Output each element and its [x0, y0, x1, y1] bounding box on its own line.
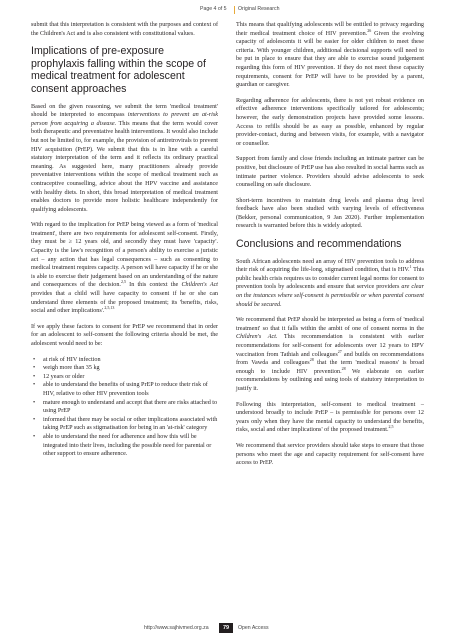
page-number: 79: [219, 623, 233, 633]
list-item: • able to understand the benefits of using PrEP to reduce their risk of HIV, relative to other HIV prevention tools: [43, 381, 218, 398]
list-item: • informed that there may be social or other implications associated with taking PrEP such as stigmatisation for being in an 'at-risk' category: [43, 416, 218, 433]
paragraph: Based on the given reasoning, we submit the term 'medical treatment' should be interpreted to encompass interventions to prevent an at-risk person from acquiring a disease. This means that the term would cover both therapeutic and preventative health interventions. It would also include but not be limited to, for example, the provision of antiretrovirals to prevent HIV acquisition (PrEP). We submit that this is in line with a careful statutory interpretation of the term and it reflects its ordinary practical meaning. As suggested here, many practitioners already provide preventative interventions within the scope of medical treatment such as contraceptive counselling, advice about the HPV vaccine and assistance with healthy diets. In short, this broad interpretation of medical treatment enables doctors to provide more holistic healthcare independently for qualifying adolescents.: [31, 103, 218, 213]
paragraph: With regard to the implication for PrEP being viewed as a form of 'medical treatment', there are two requirements for adolescent self-consent. Firstly, they must be ≥ 12 years old, and secondly they must have 'capacity'. Capacity is the law's recognition of a person's ability to exercise a juristic act – any action that has legal consequences – such as consenting to medical treatment requires capacity. A person will have capacity if he or she is able to exercise their judgement based on an understanding of the nature and consequences of the decision.$^{2,5}$ In this context the Children's Act provides that a child will have capacity to consent if he or she can understand three elements of the proposed treatment; its 'benefits, risks, social and other implications'.$^{2,5,13}$: [31, 222, 218, 315]
paragraph: Regarding adherence for adolescents, there is not yet robust evidence on effective adherence interventions specifically tailored for adolescents; however, the early demonstration projects have provided some lessons. Access to refills should be as easy as possible, enhanced by regular provider-contact, during and between visits, for example, with a navigator or counsellor.: [236, 97, 424, 147]
list-item: • mature enough to understand and accept that there are risks attached to using PrEP: [43, 399, 218, 416]
page-label: Page 4 of 5: [200, 6, 227, 12]
paragraph: Following this interpretation, self-consent to medical treatment – understood broadly to include PrEP – is permissible for persons over 12 years only when they have the mental capacity to understand the benefits, risks, social and other implications' of the proposed treatment.$^{2,5}$: [236, 401, 424, 434]
paragraph: We recommend that service providers should take steps to ensure that those persons who meet the age and capacity requirement for self-consent have access to PrEP.: [236, 442, 424, 467]
criteria-list: [31, 356, 218, 459]
header-divider: [234, 6, 235, 14]
paragraph: Support from family and close friends including an intimate partner can be positive, but disclosure of PrEP use has also resulted in social harms such as intimate partner violence. Providers should advise adolescents to seek counselling on safe disclosure.: [236, 156, 424, 189]
journal-url-link[interactable]: http://www.sajhivmed.org.za: [144, 625, 209, 631]
article-type: Original Research: [238, 6, 280, 12]
right-column: [236, 21, 424, 475]
paragraph: submit that this interpretation is consistent with the purposes and context of the Children's Act and is also consistent with constitutional values.: [31, 22, 218, 37]
list-item: • 12 years or older: [43, 373, 218, 382]
open-access-label: Open Access: [238, 625, 269, 631]
section-heading-conclusions: Conclusions and recommendations: [236, 238, 402, 251]
list-item: • able to understand the need for adherence and how this will be integrated into their lives, including the possible need for parental or other support to ensure adherence.: [43, 433, 218, 459]
left-column: [31, 21, 218, 466]
paragraph: We recommend that PrEP should be interpreted as being a form of 'medical treatment' so that it falls within the ambit of one of consent norms in the Children's Act. This recommendation is consistent with earlier recommendations for self-consent for adolescents over 12 years to HPV vaccination from Tathiah and colleagues$^{27}$ and builds on recommendations from Vawda and colleagues$^{28}$ that the term 'medical reasons' is broad enough to include HIV prevention.$^{28}$ We elaborate on earlier recommendations by outlining and using tools of statutory interpretation to justify it.: [236, 317, 424, 392]
paragraph: South African adolescents need an array of HIV prevention tools to address their risk of acquiring the life-long, stigmatised condition, that is HIV.$^1$ This public health crisis requires us to consider current legal norms for consent to prevention tools by adolescents and ensure that service providers are clear on the instances where self-consent is permissible or when parental consent should be secured.: [236, 258, 424, 308]
paragraph: This means that qualifying adolescents will be entitled to privacy regarding their medical treatment choice of HIV prevention.$^{26}$ Given the evolving capacity of adolescents it will be easier for older children to meet these criteria. With younger children, additional decisional supports will need to be put in place to ensure that they are able to exercise sound judgement regarding this form of HIV prevention. If they do not meet these capacity requirements, consent for PrEP will have to be provided by a parent, guardian or caregiver.: [236, 22, 424, 89]
page-header: [0, 6, 453, 18]
paragraph: If we apply these factors to consent for PrEP we recommend that in order for an adolescent to self-consent the following criteria should be met, the adolescent would need to be:: [31, 323, 218, 347]
list-item: • at risk of HIV infection: [43, 356, 218, 365]
section-heading-implications: Implications of pre-exposure prophylaxis falling within the scope of medical treatment for adolescent consent approaches: [31, 45, 206, 95]
paragraph: Short-term incentives to maintain drug levels and plasma drug level feedback have also been studied with varying levels of effectiveness (Bekker, personal communication, 9 Jan 2020). Further implementation research is warranted before this is widely adopted.: [236, 197, 424, 230]
page-footer: [0, 623, 453, 635]
list-item: • weigh more than 35 kg: [43, 364, 218, 373]
